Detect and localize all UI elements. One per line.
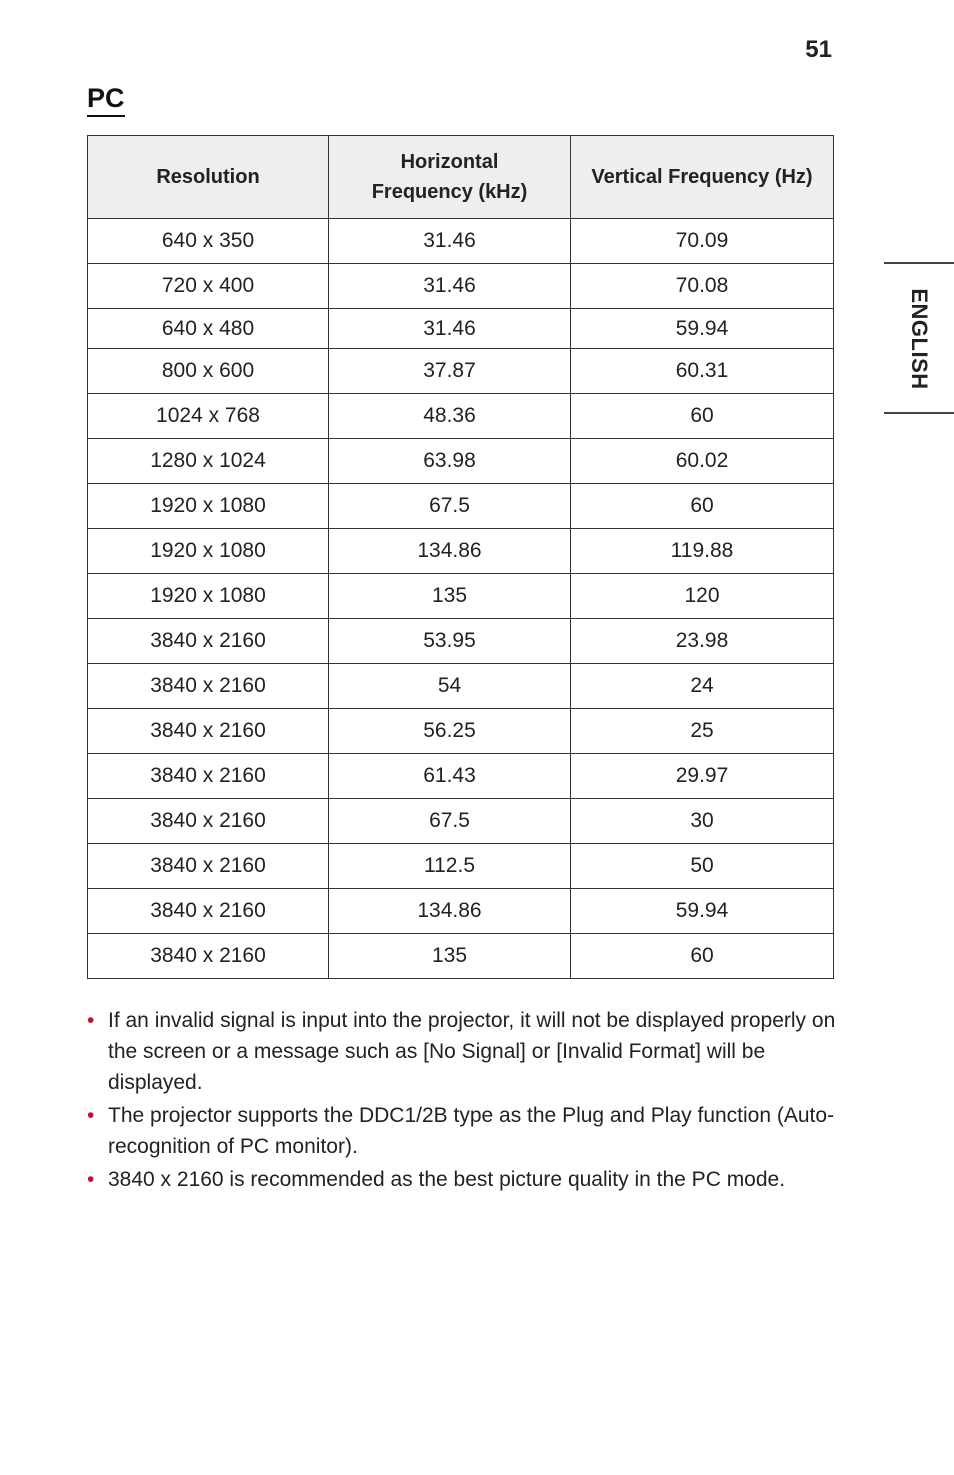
cell-vertical-frequency: 60 [571,394,834,439]
table-row [88,709,834,754]
table-row [88,439,834,484]
cell-horizontal-frequency: 31.46 [329,219,571,264]
note-text: If an invalid signal is input into the projector, it will not be displayed properly on the screen or a message such as [No Signal] or [Invalid Format] will be displayed. [108,1009,836,1094]
table-row [88,349,834,394]
table-row [88,309,834,349]
table-row [88,799,834,844]
table-row [88,264,834,309]
cell-horizontal-frequency: 61.43 [329,754,571,799]
cell-horizontal-frequency: 67.5 [329,799,571,844]
cell-vertical-frequency: 59.94 [571,309,834,349]
notes-list [87,1005,847,1197]
table-row [88,934,834,979]
cell-resolution: 1920 x 1080 [88,484,329,529]
cell-vertical-frequency: 24 [571,664,834,709]
section-title: PC [87,82,125,117]
cell-vertical-frequency: 60.31 [571,349,834,394]
cell-resolution: 640 x 480 [88,309,329,349]
bullet-icon: • [87,1104,95,1127]
note-item [87,1100,847,1162]
cell-vertical-frequency: 60 [571,484,834,529]
cell-resolution: 1920 x 1080 [88,574,329,619]
cell-horizontal-frequency: 134.86 [329,889,571,934]
table-row [88,574,834,619]
cell-resolution: 640 x 350 [88,219,329,264]
cell-resolution: 3840 x 2160 [88,799,329,844]
table-row [88,664,834,709]
cell-vertical-frequency: 59.94 [571,889,834,934]
cell-horizontal-frequency: 67.5 [329,484,571,529]
cell-vertical-frequency: 50 [571,844,834,889]
cell-horizontal-frequency: 31.46 [329,309,571,349]
cell-resolution: 3840 x 2160 [88,934,329,979]
cell-horizontal-frequency: 48.36 [329,394,571,439]
bullet-icon: • [87,1009,95,1032]
table-row [88,619,834,664]
cell-vertical-frequency: 60 [571,934,834,979]
note-item [87,1164,847,1195]
cell-horizontal-frequency: 31.46 [329,264,571,309]
header-resolution: Resolution [88,136,329,219]
cell-horizontal-frequency: 56.25 [329,709,571,754]
cell-resolution: 1920 x 1080 [88,529,329,574]
cell-resolution: 3840 x 2160 [88,844,329,889]
language-side-tab [884,262,954,414]
cell-horizontal-frequency: 112.5 [329,844,571,889]
cell-horizontal-frequency: 135 [329,574,571,619]
cell-horizontal-frequency: 54 [329,664,571,709]
table-row [88,889,834,934]
cell-resolution: 3840 x 2160 [88,889,329,934]
cell-vertical-frequency: 25 [571,709,834,754]
note-text: 3840 x 2160 is recommended as the best picture quality in the PC mode. [108,1168,786,1191]
cell-horizontal-frequency: 135 [329,934,571,979]
cell-vertical-frequency: 60.02 [571,439,834,484]
cell-vertical-frequency: 30 [571,799,834,844]
table-row [88,484,834,529]
table-row [88,754,834,799]
table-row [88,394,834,439]
cell-vertical-frequency: 23.98 [571,619,834,664]
cell-resolution: 800 x 600 [88,349,329,394]
cell-vertical-frequency: 119.88 [571,529,834,574]
pc-timing-table [87,135,834,979]
table-row [88,219,834,264]
cell-horizontal-frequency: 134.86 [329,529,571,574]
cell-resolution: 3840 x 2160 [88,664,329,709]
cell-resolution: 1280 x 1024 [88,439,329,484]
note-item [87,1005,847,1098]
cell-resolution: 3840 x 2160 [88,709,329,754]
language-side-tab-label: ENGLISH [907,288,932,390]
cell-horizontal-frequency: 63.98 [329,439,571,484]
cell-horizontal-frequency: 53.95 [329,619,571,664]
header-horizontal-frequency: Horizontal Frequency (kHz) [329,136,571,219]
cell-vertical-frequency: 70.09 [571,219,834,264]
table-header-row [88,136,834,219]
cell-resolution: 720 x 400 [88,264,329,309]
cell-vertical-frequency: 29.97 [571,754,834,799]
cell-resolution: 3840 x 2160 [88,754,329,799]
table-row [88,844,834,889]
cell-resolution: 1024 x 768 [88,394,329,439]
bullet-icon: • [87,1168,95,1191]
page-number: 51 [805,36,832,63]
cell-resolution: 3840 x 2160 [88,619,329,664]
cell-vertical-frequency: 70.08 [571,264,834,309]
header-vertical-frequency: Vertical Frequency (Hz) [571,136,834,219]
table-row [88,529,834,574]
cell-horizontal-frequency: 37.87 [329,349,571,394]
cell-vertical-frequency: 120 [571,574,834,619]
note-text: The projector supports the DDC1/2B type as the Plug and Play function (Auto-recognition of PC monitor). [108,1104,835,1158]
